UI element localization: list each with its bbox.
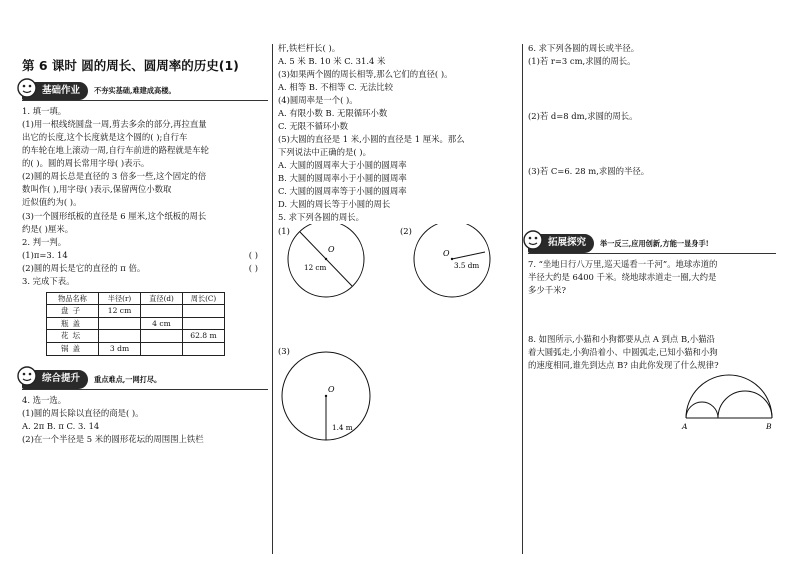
banner-extend — [528, 234, 776, 254]
point-b-label: B — [766, 422, 772, 432]
table-row: 瓶盖 4 cm — [47, 317, 225, 330]
arc-figure — [528, 374, 776, 434]
circle-3-center-label: O — [328, 385, 335, 395]
banner-comprehensive-label: 综合提升 — [22, 370, 88, 389]
q8-line: 的速度相同,谁先到达点 B? 由此你发现了什么规律? — [528, 360, 719, 371]
judge-section: (1)π=3. 14 ( ) (2)圆的周长是它的直径的 π 倍。 ( ) — [22, 249, 258, 273]
fill-in-section: 1. 填一填。 (1)用一根线绕圆盘一周,剪去多余的部分,再拉直量 出它的长度,这个长度就是这个圆的( );自行车 的车轮在地上滚动一周,自行车前进的路程就是车轮 的( )。圆的周长常用字母( )表示。 (2)圆的周长总是直径的 3 倍多一些,这个固定的倍 数叫作( ),用字母( )表示,保留两位小数取 近似值约为( )。 (3)一个圆形纸板的直径是 6 厘米,这个纸板的周长 约是( )厘米。 2. 判一判。 — [22, 106, 209, 247]
column-3 — [528, 42, 776, 438]
page-title: 第 6 课时 圆的周长、圆周率的历史(1) — [22, 58, 239, 73]
circle-2-radius — [452, 252, 485, 259]
circle-3-number: (3) — [278, 346, 290, 357]
table-row: 盘子 12 cm — [47, 304, 225, 317]
q7-line: 多少千米? — [528, 285, 566, 296]
banner-comprehensive — [22, 370, 268, 390]
point-a-label: A — [682, 422, 688, 432]
circle-1-number: (1) — [278, 226, 290, 237]
table-header-row: 物品名称 半径(r) 直径(d) 周长(C) — [47, 292, 225, 304]
circle-1 — [288, 224, 364, 297]
table-row: 锅盖 3 dm — [47, 343, 225, 356]
banner-extend-label: 拓展探究 — [528, 234, 594, 253]
banner-basic — [22, 81, 268, 101]
circle-2-center-label: O — [443, 249, 450, 259]
column-divider-1 — [272, 44, 273, 554]
circle-2-center — [451, 258, 453, 260]
column-1 — [22, 42, 268, 446]
q6c: (3)若 C=6. 28 m,求圆的半径。 — [528, 166, 650, 177]
column-2: 杆,铁栏杆长( )。 A. 5 米 B. 10 米 C. 31.4 米 (3)如果两个圆的周长相等,那么它们的直径( )。 A. 相等 B. 不相等 C. 无法比较 (4)圆周率是一个( )。 A. 有限小数 B. 无限循环小数 C. 无限不循环小数 (5)大圆的直径是 1 米,小圆的直径是 1 厘米。那么 下列说法中正确的是( )。 A. 大圆的圆周率大于小圆的圆周率 B. 大圆的圆周率小于小圆的圆周率 C. 大圆的圆周率等于小圆的圆周率 D. 大圆的周长等于小圆的周长 5. 求下列各圆的周长。 (1) O 12 cm (2) O 3.5 dm (3) O 1.4 m — [278, 42, 524, 494]
mascot-icon — [522, 229, 544, 251]
banner-extend-tag: 举一反三,应用创新,方能一显身手! — [600, 238, 709, 248]
table-intro: 3. 完成下表。 — [22, 275, 75, 286]
middle-arc — [718, 391, 772, 418]
circle-3-label: 1.4 m — [332, 423, 353, 433]
circle-2-number: (2) — [400, 226, 412, 237]
table-row: 花坛 62.8 m — [47, 330, 225, 343]
q8-line: 着大圆弧走,小狗沿着小、中圆弧走,已知小猫和小狗 — [528, 347, 718, 358]
choose-section: 4. 选一选。 (1)圆的周长除以直径的商是( )。 A. 2π B. π C. 3. 14 (2)在一个半径是 5 米的圆形花坛的周围围上铁栏 — [22, 394, 204, 444]
mascot-icon — [16, 365, 38, 387]
q8-line: 8. 如图所示,小猫和小狗都要从点 A 到点 B,小猫沿 — [528, 334, 715, 345]
circle-3-center — [325, 395, 327, 397]
circle-1-center-label: O — [328, 245, 335, 255]
circle-figures-svg — [278, 224, 524, 494]
mascot-icon — [16, 77, 38, 99]
banner-comprehensive-tag: 重点难点,一网打尽。 — [94, 374, 162, 384]
q6-title: 6. 求下列各圆的周长或半径。 — [528, 43, 640, 53]
circle-1-label: 12 cm — [304, 263, 327, 273]
circle-1-center — [325, 258, 327, 260]
banner-basic-label: 基础作业 — [22, 82, 88, 101]
q6b: (2)若 d=8 dm,求圆的周长。 — [528, 111, 638, 122]
q7-line: 半径大约是 6400 千米。绕地球赤道走一圈,大约是 — [528, 272, 717, 283]
q6a: (1)若 r=3 cm,求圆的周长。 — [528, 56, 636, 67]
circle-figures — [278, 224, 524, 494]
data-table — [46, 292, 225, 356]
circle-2-label: 3.5 dm — [454, 261, 480, 271]
banner-basic-tag: 不夯实基础,难建成高楼。 — [94, 86, 176, 96]
small-arc — [686, 402, 718, 418]
q7-line: 7. “坐地日行八万里,巡天遥看一千河”。地球赤道的 — [528, 259, 718, 270]
